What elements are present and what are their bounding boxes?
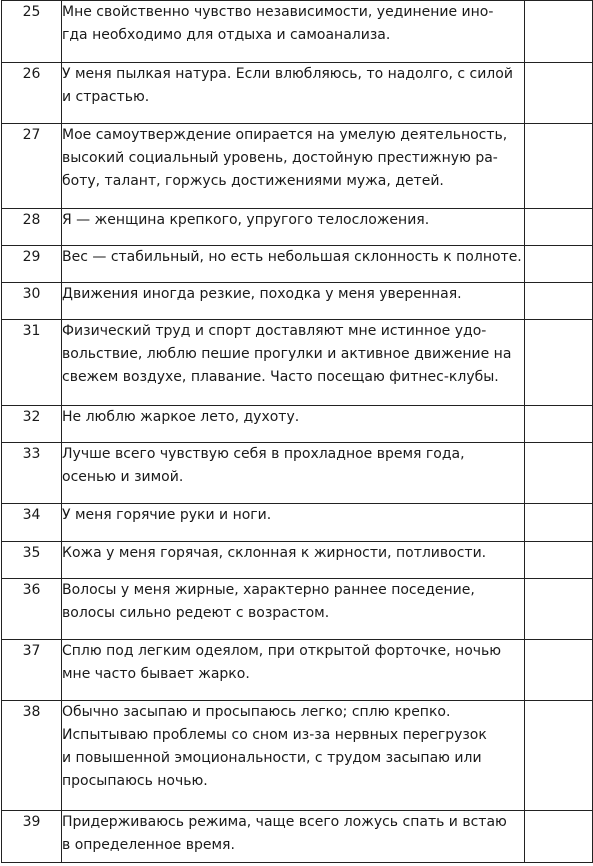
table-row [2, 283, 593, 320]
questionnaire-rows [2, 1, 593, 863]
statement-line: высокий социальный уровень, достойную престижную ра- [62, 150, 498, 166]
item-number: 36 [2, 579, 62, 640]
answer-cell[interactable] [525, 542, 593, 579]
statement-line: Обычно засыпаю и просыпаюсь легко; сплю крепко. [62, 704, 451, 720]
answer-cell[interactable] [525, 320, 593, 406]
table-row [2, 209, 593, 246]
statement-line: волосы сильно редеют с возрастом. [62, 605, 330, 621]
item-number: 26 [2, 63, 62, 124]
table-row [2, 542, 593, 579]
table-row [2, 320, 593, 406]
item-statement [62, 701, 525, 811]
statement-line: вольствие, люблю пешие прогулки и активное движение на [62, 346, 512, 362]
item-number: 29 [2, 246, 62, 283]
table-row [2, 443, 593, 504]
statement-line: просыпаюсь ночью. [62, 773, 208, 789]
item-number: 35 [2, 542, 62, 579]
table-row [2, 406, 593, 443]
item-number: 37 [2, 640, 62, 701]
answer-cell[interactable] [525, 406, 593, 443]
item-statement [62, 504, 525, 542]
item-statement [62, 124, 525, 209]
statement-line: Вес — стабильный, но есть небольшая склонность к полноте. [62, 249, 522, 265]
item-statement [62, 811, 525, 863]
table-row [2, 504, 593, 542]
item-statement [62, 320, 525, 406]
statement-line: У меня горячие руки и ноги. [62, 507, 272, 523]
item-number: 39 [2, 811, 62, 863]
item-statement [62, 542, 525, 579]
item-statement [62, 579, 525, 640]
answer-cell[interactable] [525, 811, 593, 863]
statement-line: в определенное время. [62, 837, 235, 853]
statement-line: Кожа у меня горячая, склонная к жирности, потливости. [62, 545, 487, 561]
statement-line: Волосы у меня жирные, характерно раннее поседение, [62, 582, 475, 598]
item-statement [62, 443, 525, 504]
answer-cell[interactable] [525, 504, 593, 542]
table-row [2, 124, 593, 209]
statement-line: осенью и зимой. [62, 469, 184, 485]
item-number: 28 [2, 209, 62, 246]
item-number: 27 [2, 124, 62, 209]
statement-line: Испытываю проблемы со сном из-за нервных перегрузок [62, 727, 487, 743]
statement-line: Не люблю жаркое лето, духоту. [62, 409, 300, 425]
answer-cell[interactable] [525, 246, 593, 283]
statement-line: мне часто бывает жарко. [62, 666, 250, 682]
item-statement [62, 209, 525, 246]
item-statement [62, 283, 525, 320]
item-statement [62, 246, 525, 283]
statement-line: свежем воздухе, плавание. Часто посещаю фитнес-клубы. [62, 369, 499, 385]
item-number: 32 [2, 406, 62, 443]
answer-cell[interactable] [525, 579, 593, 640]
table-row [2, 63, 593, 124]
answer-cell[interactable] [525, 209, 593, 246]
statement-line: Движения иногда резкие, походка у меня уверенная. [62, 286, 462, 302]
statement-line: боту, талант, горжусь достижениями мужа, детей. [62, 173, 444, 189]
item-statement [62, 1, 525, 63]
statement-line: У меня пылкая натура. Если влюбляюсь, то надолго, с силой [62, 66, 513, 82]
item-number: 33 [2, 443, 62, 504]
statement-line: Я — женщина крепкого, упругого телосложения. [62, 212, 430, 228]
answer-cell[interactable] [525, 443, 593, 504]
item-number: 25 [2, 1, 62, 63]
answer-cell[interactable] [525, 1, 593, 63]
statement-line: Мне свойственно чувство независимости, уединение ино- [62, 4, 494, 20]
table-row [2, 1, 593, 63]
answer-cell[interactable] [525, 63, 593, 124]
statement-line: Придерживаюсь режима, чаще всего ложусь спать и встаю [62, 814, 507, 830]
item-number: 34 [2, 504, 62, 542]
answer-cell[interactable] [525, 283, 593, 320]
questionnaire-table [1, 0, 593, 863]
statement-line: Физический труд и спорт доставляют мне истинное удо- [62, 323, 487, 339]
statement-line: и страстью. [62, 89, 150, 105]
answer-cell[interactable] [525, 701, 593, 811]
item-number: 38 [2, 701, 62, 811]
item-statement [62, 63, 525, 124]
answer-cell[interactable] [525, 124, 593, 209]
table-row [2, 811, 593, 863]
table-row [2, 701, 593, 811]
answer-cell[interactable] [525, 640, 593, 701]
statement-line: Лучше всего чувствую себя в прохладное время года, [62, 446, 465, 462]
table-row [2, 246, 593, 283]
statement-line: гда необходимо для отдыха и самоанализа. [62, 27, 391, 43]
table-row [2, 579, 593, 640]
statement-line: и повышенной эмоциональности, с трудом засыпаю или [62, 750, 482, 766]
table-row [2, 640, 593, 701]
item-number: 30 [2, 283, 62, 320]
statement-line: Мое самоутверждение опирается на умелую деятельность, [62, 127, 508, 143]
statement-line: Сплю под легким одеялом, при открытой форточке, ночью [62, 643, 502, 659]
item-statement [62, 640, 525, 701]
item-statement [62, 406, 525, 443]
item-number: 31 [2, 320, 62, 406]
